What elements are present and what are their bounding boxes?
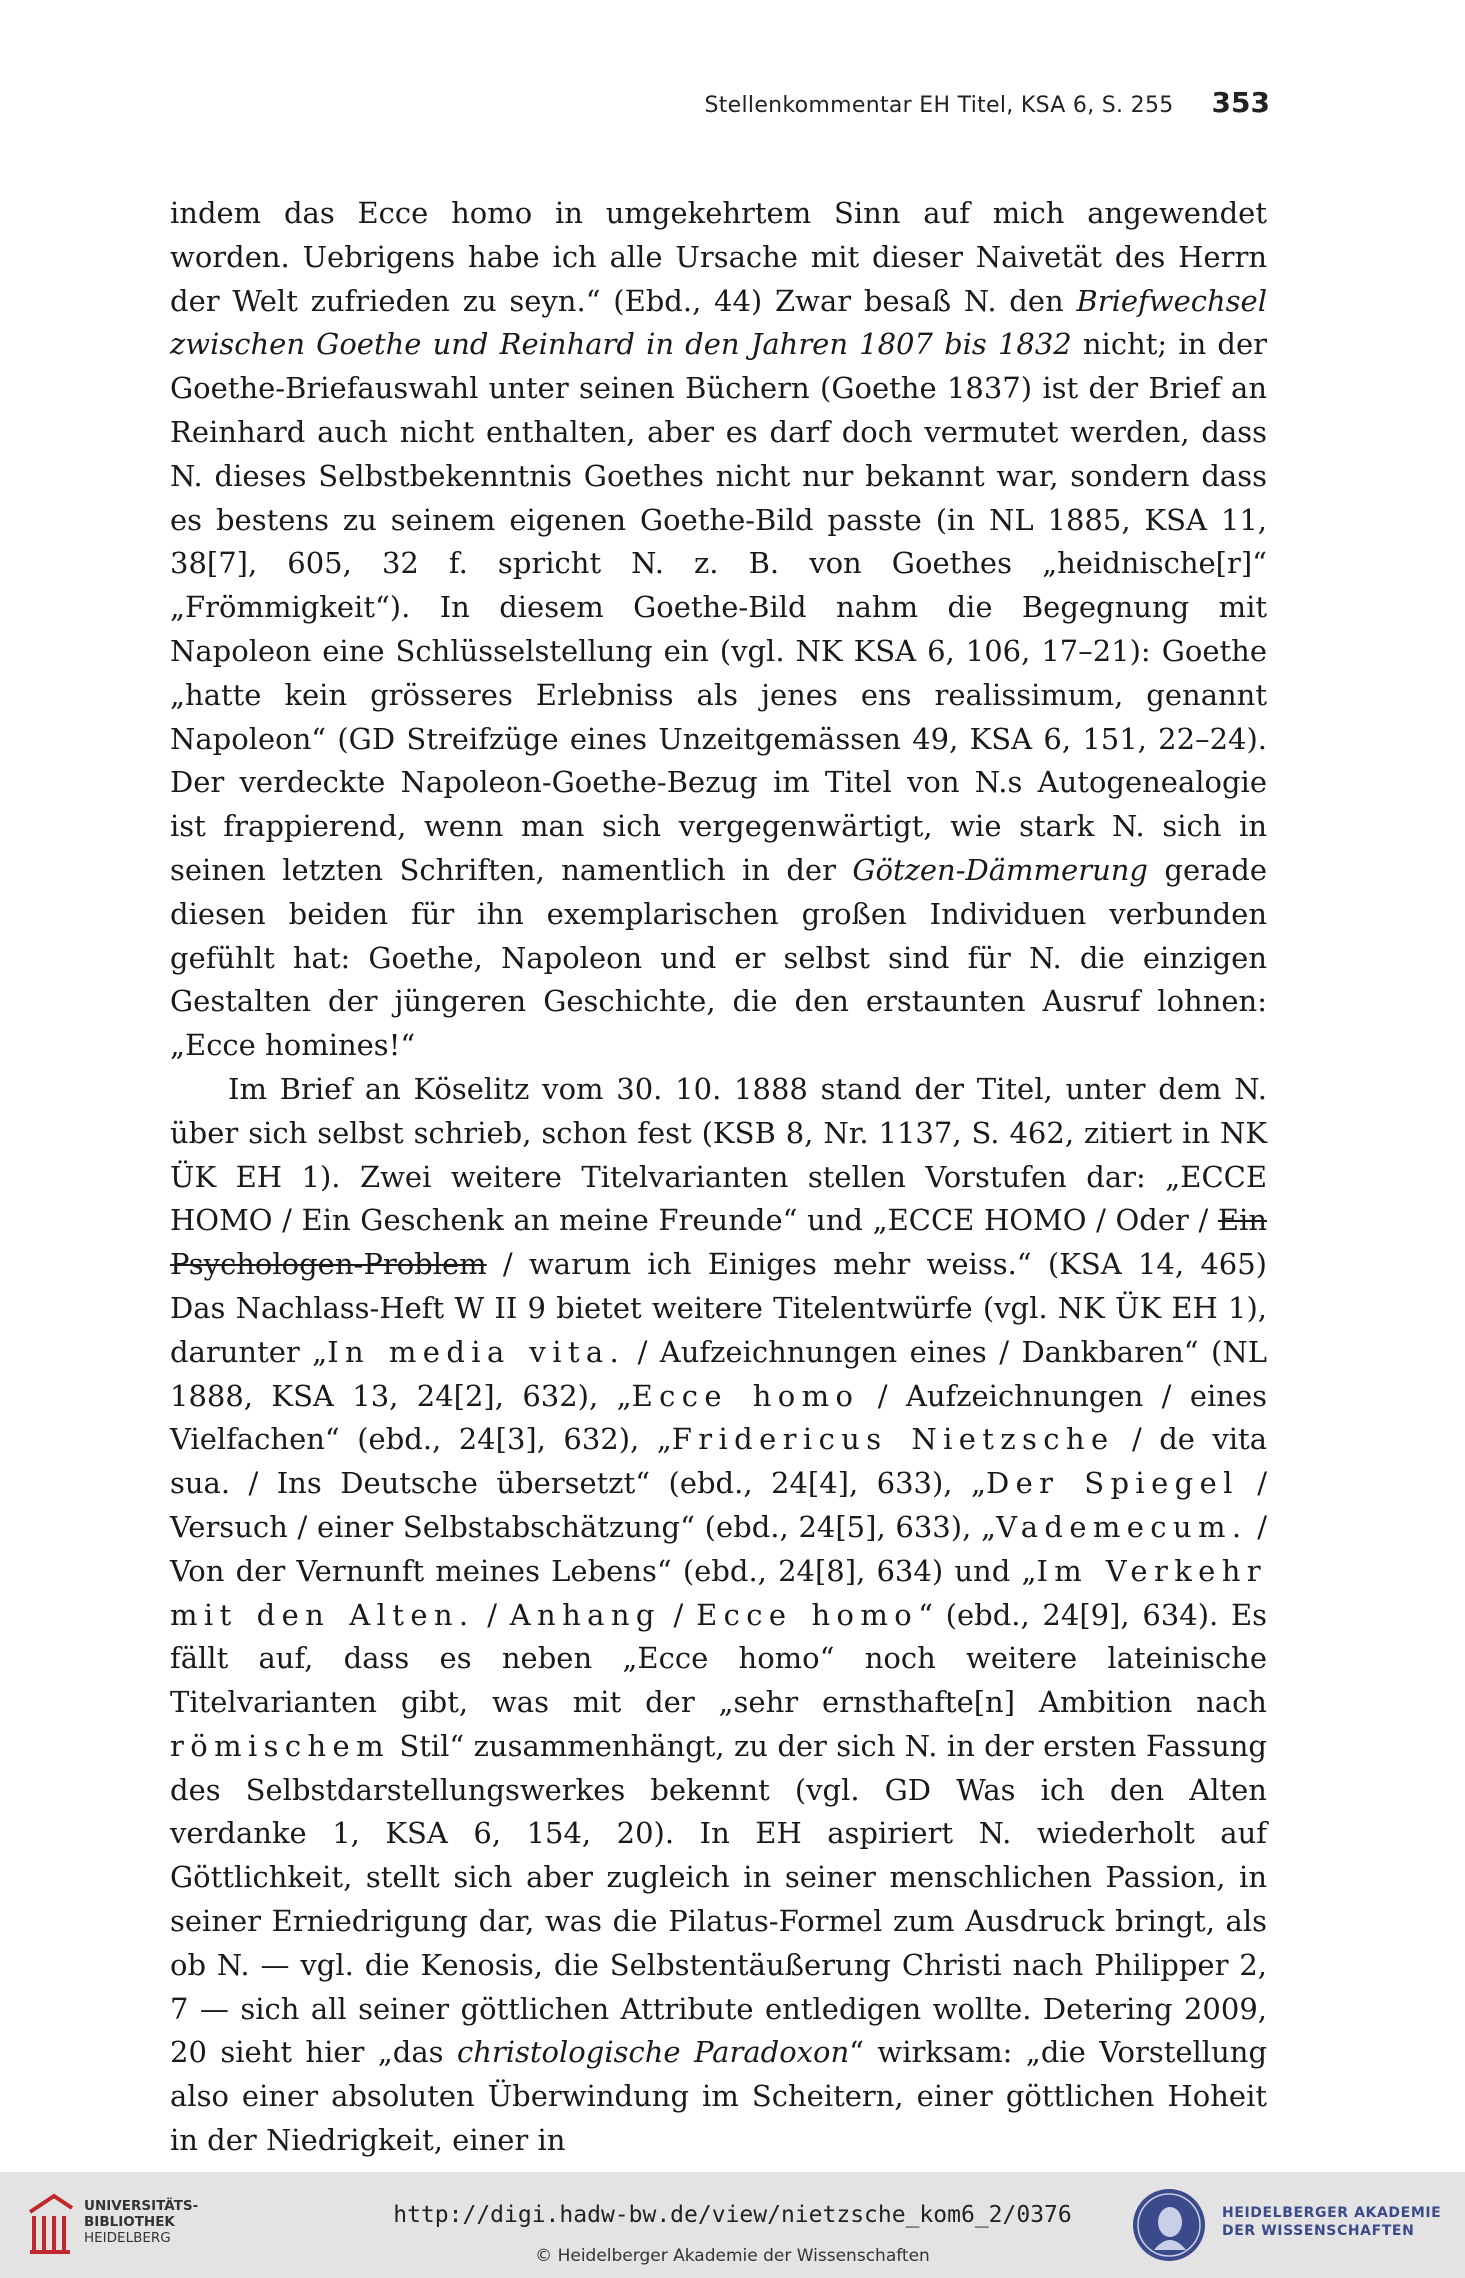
text-run: “ (ebd., 24[9], 634). Es fällt auf, dass es neben „Ecce homo“ noch weitere lateinische Titelvarianten gibt, was mit der „sehr ernsthafte[n] Ambition nach [170, 1597, 1267, 1720]
footer-bar [0, 2172, 1465, 2278]
text-run: / Aufzeichnungen / eines Vielfachen“ (ebd., 24[3], 632), „ [170, 1378, 1267, 1457]
text-run: Stil“ zusammenhängt, zu der sich N. in der ersten Fassung des Selbstdarstellungswerkes bekennt (vgl. GD Was ich den Alten verdanke 1, KSA 6, 154, 20). In EH aspiriert N. wiederholt auf Göttlichkeit, stellt sich aber zugleich in seiner menschlichen Passion, in seiner Erniedrigung dar, was die Pilatus-Formel zum Ausdruck bringt, als ob N. — vgl. die Kenosis, die Selbstentäußerung Christi nach Philipper 2, 7 — sich all seiner göttlichen Attribute entledigen wollte. Detering 2009, 20 sieht hier „das [170, 1728, 1267, 2070]
running-title: Stellenkommentar EH Titel, KSA 6, S. 255 [704, 93, 1174, 118]
text-run: / Versuch / einer Selbstabschätzung“ (ebd., 24[5], 633), „ [170, 1466, 1267, 1544]
library-logo-line: BIBLIOTHEK [84, 2214, 175, 2230]
text-run: / Aufzeichnungen eines / Dankbaren“ (NL 1888, KSA 13, 24[2], 632), „ [170, 1334, 1267, 1413]
page-number: 353 [1211, 86, 1270, 119]
spaced-text: Vademecum. [996, 1509, 1248, 1544]
academy-logo-line: DER WISSENSCHAFTEN [1222, 2223, 1415, 2239]
library-logo-line: HEIDELBERG [84, 2230, 171, 2246]
running-header [170, 86, 1270, 119]
text-run: nicht; in der Goethe-Briefauswahl unter seinen Büchern (Goethe 1837) ist der Brief an Reinhard auch nicht enthalten, aber es darf doch vermutet werden, dass N. dieses Selbstbekenntnis Goethes nicht nur bekannt war, sondern dass es bestens zu seinem eigenen Goethe-Bild passte (in NL 1885, KSA 11, 38[7], 605, 32 f. spricht N. z. B. von Goethes „heidnische[r]“ „Frömmigkeit“). In diesem Goethe-Bild nahm die Begegnung mit Napoleon eine Schlüsselstellung ein (vgl. NK KSA 6, 106, 17–21): Goethe „hatte kein grösseres Erlebniss als jenes ens realissimum, genannt Napoleon“ (GD Streifzüge eines Unzeitgemässen 49, KSA 6, 151, 22–24). Der verdeckte Napoleon-Goethe-Bezug im Titel von N.s Autogenealogie ist frappierend, wenn man sich vergegenwärtigt, wie stark N. sich in seinen letzten Schriften, namentlich in der [170, 327, 1267, 887]
spaced-text: Der Spiegel [986, 1466, 1239, 1501]
academy-logo-text [1222, 2204, 1441, 2240]
permalink-url[interactable]: http://digi.hadw-bw.de/view/nietzsche_kom6_2/0376 [393, 2202, 1072, 2228]
library-logo-line: UNIVERSITÄTS- [84, 2198, 199, 2214]
text-run: / [474, 1597, 510, 1632]
spaced-text: Ecce homo [696, 1597, 919, 1632]
paragraph-2 [170, 1068, 1267, 2163]
hadw-seal-icon [1130, 2186, 1208, 2264]
spaced-text: Anhang [509, 1597, 661, 1632]
spaced-text: In media vita. [327, 1334, 626, 1369]
paragraph-1 [170, 192, 1267, 1068]
text-run: / warum ich Einiges mehr weiss.“ (KSA 14, 465) Das Nachlass-Heft W II 9 bietet weitere Titelentwürfe (vgl. NK ÜK EH 1), darunter „ [170, 1247, 1267, 1369]
text-run: / [660, 1597, 697, 1632]
text-run: indem das Ecce homo in umgekehrtem Sinn auf mich angewendet worden. Uebrigens habe ich alle Ursache mit dieser Naivetät des Herrn der Welt zufrieden zu seyn.“ (Ebd., 44) Zwar besaß N. den [170, 196, 1267, 318]
text-run: / de vita sua. / Ins Deutsche übersetzt“ (ebd., 24[4], 633), „ [170, 1422, 1267, 1501]
struck-through-text: Ein Psychologen-Problem [170, 1203, 1267, 1282]
text-run: “ wirksam: „die Vorstellung also einer absoluten Überwindung im Scheitern, einer göttlichen Hoheit in der Niedrigkeit, einer in [170, 2035, 1268, 2158]
spaced-text: Im Verkehr mit den Alten. [170, 1553, 1267, 1632]
spaced-text: Fridericus Nietzsche [671, 1422, 1115, 1457]
text-run: gerade diesen beiden für ihn exemplarischen großen Individuen verbunden gefühlt hat: Goethe, Napoleon und er selbst sind für N. die einzigen Gestalten der jüngeren Geschichte, die den erstaunten Ausruf lohnen: „Ecce homines!“ [170, 852, 1267, 1063]
text-run: / Von der Vernunft meines Lebens“ (ebd., 24[8], 634) und „ [170, 1509, 1267, 1588]
spaced-text: Ecce homo [631, 1378, 860, 1413]
text-run: Im Brief an Köselitz vom 30. 10. 1888 stand der Titel, unter dem N. über sich selbst schrieb, schon fest (KSB 8, Nr. 1137, S. 462, zitiert in NK ÜK EH 1). Zwei weitere Titelvarianten stellen Vorstufen dar: „ECCE HOMO / Ein Geschenk an meine Freunde“ und „ECCE HOMO / Oder / [170, 1071, 1267, 1238]
book-title-italic: Götzen-Dämmerung [852, 852, 1148, 887]
spaced-text: römischem [170, 1728, 390, 1763]
italic-term: christologische Paradoxon [456, 2035, 850, 2070]
copyright-notice: © Heidelberger Akademie der Wissenschaften [535, 2246, 930, 2266]
academy-logo-line: HEIDELBERGER AKADEMIE [1222, 2205, 1442, 2221]
body-text [170, 192, 1267, 2163]
book-title-italic: Briefwechsel zwischen Goethe und Reinhard in den Jahren 1807 bis 1832 [170, 283, 1267, 362]
